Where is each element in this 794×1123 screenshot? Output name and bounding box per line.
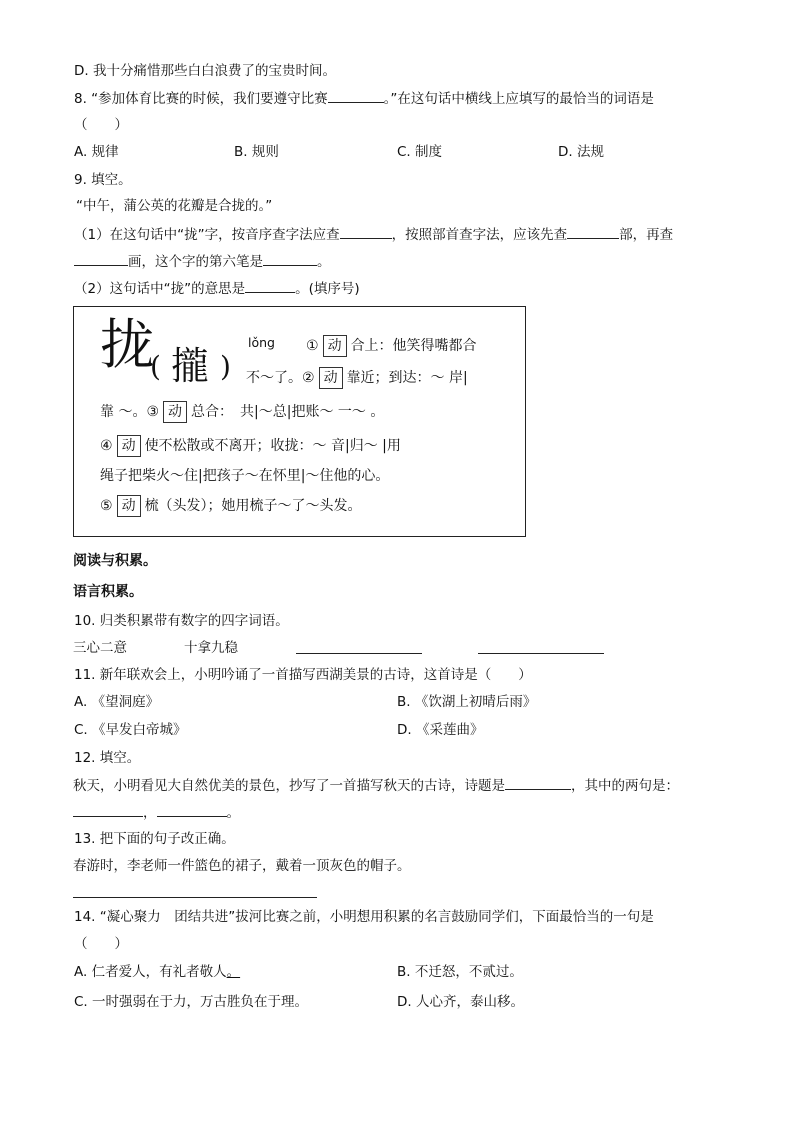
q10-word-1: 三心二意 — [73, 640, 127, 656]
q9-p1-a: （1）在这句话中“拢”字，按音序查字法应查 — [74, 227, 340, 243]
q9-title: 9. 填空。 — [74, 172, 132, 188]
q9-blank-strokes[interactable] — [74, 251, 128, 266]
q14-option-a-mark: 。 — [226, 964, 241, 980]
q12-line-1 — [73, 775, 679, 796]
section-heading-language: 语言积累。 — [73, 584, 143, 600]
section-heading-reading: 阅读与积累。 — [73, 553, 157, 569]
dict-line-4 — [100, 435, 401, 457]
q10-blank-2[interactable] — [478, 653, 604, 654]
q9-p1-b: ，按照部首查字法，应该先查 — [391, 227, 568, 243]
dict-paren-close: ) — [220, 350, 231, 383]
q8-option-b[interactable]: B. 规则 — [234, 144, 279, 160]
q12-line-a: 秋天，小明看见大自然优美的景色，抄写了一首描写秋天的古诗，诗题是 — [73, 778, 505, 794]
q9-blank-meaning[interactable] — [245, 278, 295, 293]
q9-blank-sixth-stroke[interactable] — [263, 251, 317, 266]
dict-sense-3-text: 总合： 共|～总|把账～ 一～ 。 — [191, 404, 385, 420]
dict-traditional-char: 攏 — [171, 344, 210, 388]
q11-option-d[interactable]: D. 《采莲曲》 — [397, 722, 484, 738]
q9-p1-e: 。 — [317, 254, 331, 270]
q13-title: 13. 把下面的句子改正确。 — [74, 831, 235, 847]
dict-line-2 — [246, 367, 468, 389]
q8-option-a[interactable]: A. 规律 — [74, 144, 119, 160]
q12-blank-title[interactable] — [505, 775, 571, 790]
q9-sentence: “中午，蒲公英的花瓣是合拢的。” — [76, 198, 273, 214]
dict-sense-5-text: 梳（头发）；她用梳子～了～头发。 — [144, 498, 362, 514]
q12-title: 12. 填空。 — [74, 750, 141, 766]
dict-paren-open: ( — [150, 350, 161, 383]
q12-line-b: ，其中的两句是： — [571, 778, 679, 794]
q9-p1-c: 部，再查 — [619, 227, 674, 243]
dict-line-1 — [306, 335, 477, 357]
dict-line-3 — [100, 401, 384, 423]
dict-sense-4-num: ④ — [100, 438, 113, 454]
q8-stem-a: 8. “参加体育比赛的时候，我们要遵守比赛 — [74, 91, 328, 107]
q14-stem: 14. “凝心聚力 团结共进”拔河比赛之前，小明想用积累的名言鼓励同学们，下面最恰当的一句是 — [74, 909, 654, 925]
q8-answer-paren[interactable]: （ ） — [74, 117, 128, 133]
dict-line-5: 绳子把柴火～住|把孩子～在怀里|～住他的心。 — [100, 468, 390, 484]
dict-pos-2: 动 — [319, 367, 343, 389]
q8-blank[interactable] — [328, 88, 384, 103]
q9-blank-radical[interactable] — [567, 224, 619, 239]
dict-pos-3: 动 — [163, 401, 187, 423]
q8-stem-b: 。”在这句话中横线上应填写的最恰当的词语是 — [383, 91, 654, 107]
q13-answer-line[interactable] — [73, 897, 317, 898]
dict-sense-2-text: 靠近；到达：～ 岸| — [346, 370, 468, 386]
dict-sense-4-text: 使不松散或不离开；收拢：～ 音|归～ |用 — [144, 438, 401, 454]
q12-end: 。 — [226, 805, 240, 821]
q14-option-a-text: A. 仁者爱人，有礼者敬人 — [74, 964, 227, 980]
q8-option-d[interactable]: D. 法规 — [558, 144, 604, 160]
q12-blank-line-2[interactable] — [157, 802, 227, 817]
q11-stem: 11. 新年联欢会上，小明吟诵了一首描写西湖美景的古诗，这首诗是（ ） — [74, 667, 532, 683]
dict-line-3-a: 靠 ～。 — [100, 404, 147, 420]
dict-sense-3-num: ③ — [146, 404, 160, 420]
q9-p2-a: （2）这句话中“拢”的意思是 — [74, 281, 246, 297]
dict-sense-2-num: ② — [302, 370, 315, 386]
dict-pos-4: 动 — [117, 435, 141, 457]
dict-line-2-a: 不～了。 — [246, 370, 302, 386]
q10-stem: 10. 归类积累带有数字的四字词语。 — [74, 613, 289, 629]
q7-option-d: D. 我十分痛惜那些白白浪费了的宝贵时间。 — [74, 63, 336, 79]
q8-option-c[interactable]: C. 制度 — [397, 144, 443, 160]
dict-headword: 拢 — [100, 313, 154, 376]
dictionary-entry-box — [73, 306, 526, 537]
q11-option-a[interactable]: A. 《望洞庭》 — [74, 694, 160, 710]
dict-sense-5-num: ⑤ — [100, 498, 113, 514]
q11-option-b[interactable]: B. 《饮湖上初晴后雨》 — [397, 694, 537, 710]
q12-line-2 — [73, 802, 240, 823]
q14-option-c[interactable]: C. 一时强弱在于力，万古胜负在于理。 — [74, 994, 309, 1010]
dict-pos-1: 动 — [323, 335, 347, 357]
dict-pos-5: 动 — [117, 495, 141, 517]
dict-pinyin: lǒng — [248, 335, 275, 350]
q13-sentence: 春游时，李老师一件篮色的裙子，戴着一顶灰色的帽子。 — [73, 858, 411, 874]
dict-sense-1-text: 合上：他笑得嘴都合 — [350, 338, 477, 354]
dict-line-6 — [100, 495, 362, 517]
q14-option-d[interactable]: D. 人心齐，泰山移。 — [397, 994, 524, 1010]
q9-part1-cont — [74, 251, 331, 272]
q9-part1 — [74, 224, 673, 245]
q9-blank-letter[interactable] — [340, 224, 392, 239]
q14-option-a[interactable] — [74, 962, 240, 982]
dict-sense-1-num: ① — [306, 338, 319, 354]
q9-p2-b: 。(填序号) — [295, 281, 360, 297]
q9-p1-d: 画，这个字的第六笔是 — [128, 254, 263, 270]
q10-word-2: 十拿九稳 — [184, 640, 238, 656]
q12-comma: ， — [143, 805, 157, 821]
q14-option-b[interactable]: B. 不迁怒，不贰过。 — [397, 964, 523, 980]
q12-blank-line-1[interactable] — [73, 802, 143, 817]
q14-answer-paren[interactable]: （ ） — [74, 936, 128, 952]
q8-stem — [74, 88, 654, 109]
q9-part2 — [74, 278, 360, 299]
q11-option-c[interactable]: C. 《早发白帝城》 — [74, 722, 187, 738]
q10-blank-1[interactable] — [296, 653, 422, 654]
